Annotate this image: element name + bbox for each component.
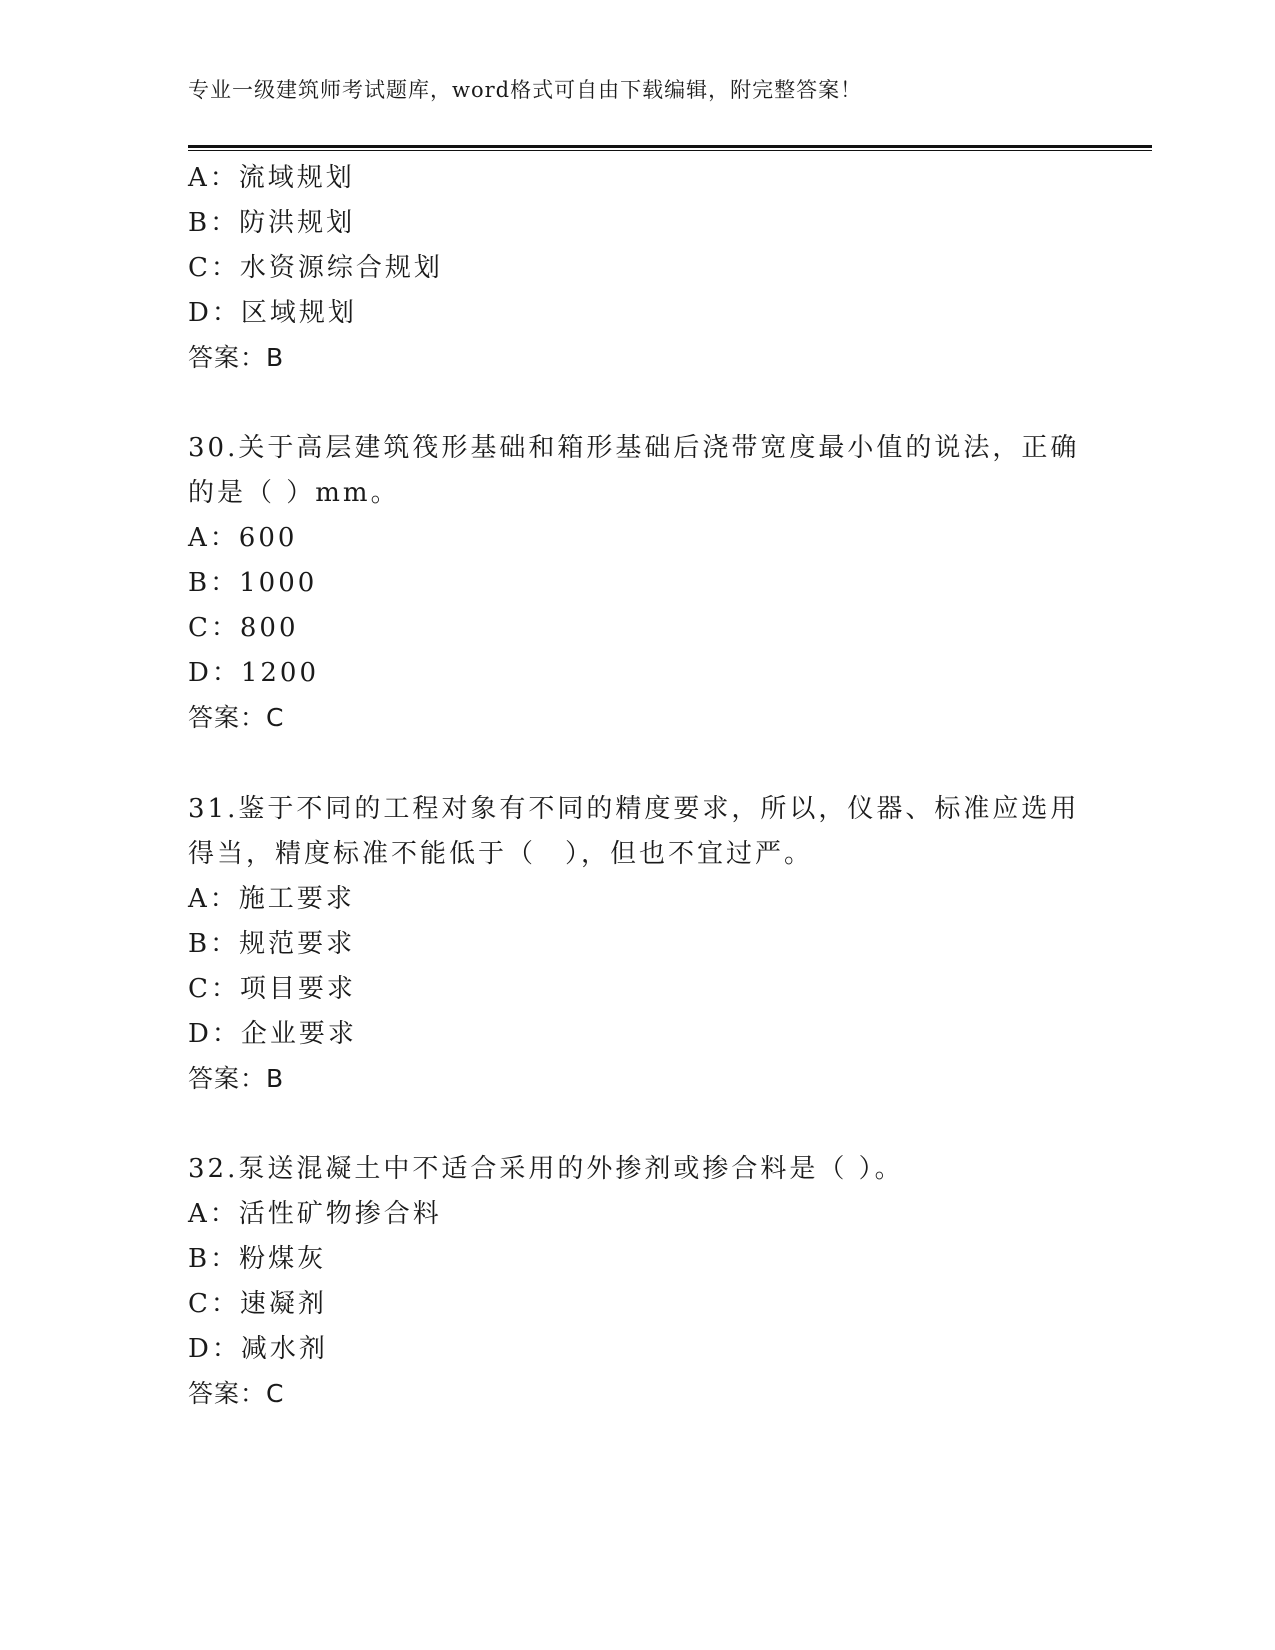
answer: 答案：B (188, 343, 285, 372)
option-a: A：600 (188, 523, 298, 553)
question-stem-line-1: 31.鉴于不同的工程对象有不同的精度要求，所以，仪器、标准应选用 (188, 794, 1080, 824)
option-b: B：粉煤灰 (188, 1244, 327, 1274)
option-b: B：1000 (188, 568, 318, 598)
option-b: B：规范要求 (188, 929, 356, 959)
question-stem-line-1: 30.关于高层建筑筏形基础和箱形基础后浇带宽度最小值的说法，正确 (188, 433, 1080, 463)
question-stem-line-2: 得当，精度标准不能低于（ ），但也不宜过严。 (188, 839, 814, 869)
option-b: B：防洪规划 (188, 208, 356, 238)
answer: 答案：B (188, 1064, 285, 1093)
answer: 答案：C (188, 1379, 285, 1408)
option-d: D：减水剂 (188, 1334, 328, 1364)
option-d: D：1200 (188, 658, 320, 688)
option-a: A：流域规划 (188, 163, 355, 193)
option-c: C：速凝剂 (188, 1289, 327, 1319)
option-c: C：水资源综合规划 (188, 253, 443, 283)
option-a: A：施工要求 (188, 884, 355, 914)
option-a: A：活性矿物掺合料 (188, 1199, 442, 1229)
answer: 答案：C (188, 703, 285, 732)
option-c: C：800 (188, 613, 299, 643)
header-divider-thin (188, 150, 1152, 151)
question-stem-line-2: 的是（ ）mm。 (188, 478, 400, 508)
option-d: D：企业要求 (188, 1019, 357, 1049)
question-stem-line-1: 32.泵送混凝土中不适合采用的外掺剂或掺合料是（ ）。 (188, 1154, 904, 1184)
option-c: C：项目要求 (188, 974, 356, 1004)
header-divider-thick (188, 145, 1152, 148)
header-title: 专业一级建筑师考试题库，word格式可自由下载编辑，附完整答案！ (188, 78, 863, 102)
option-d: D：区域规划 (188, 298, 357, 328)
